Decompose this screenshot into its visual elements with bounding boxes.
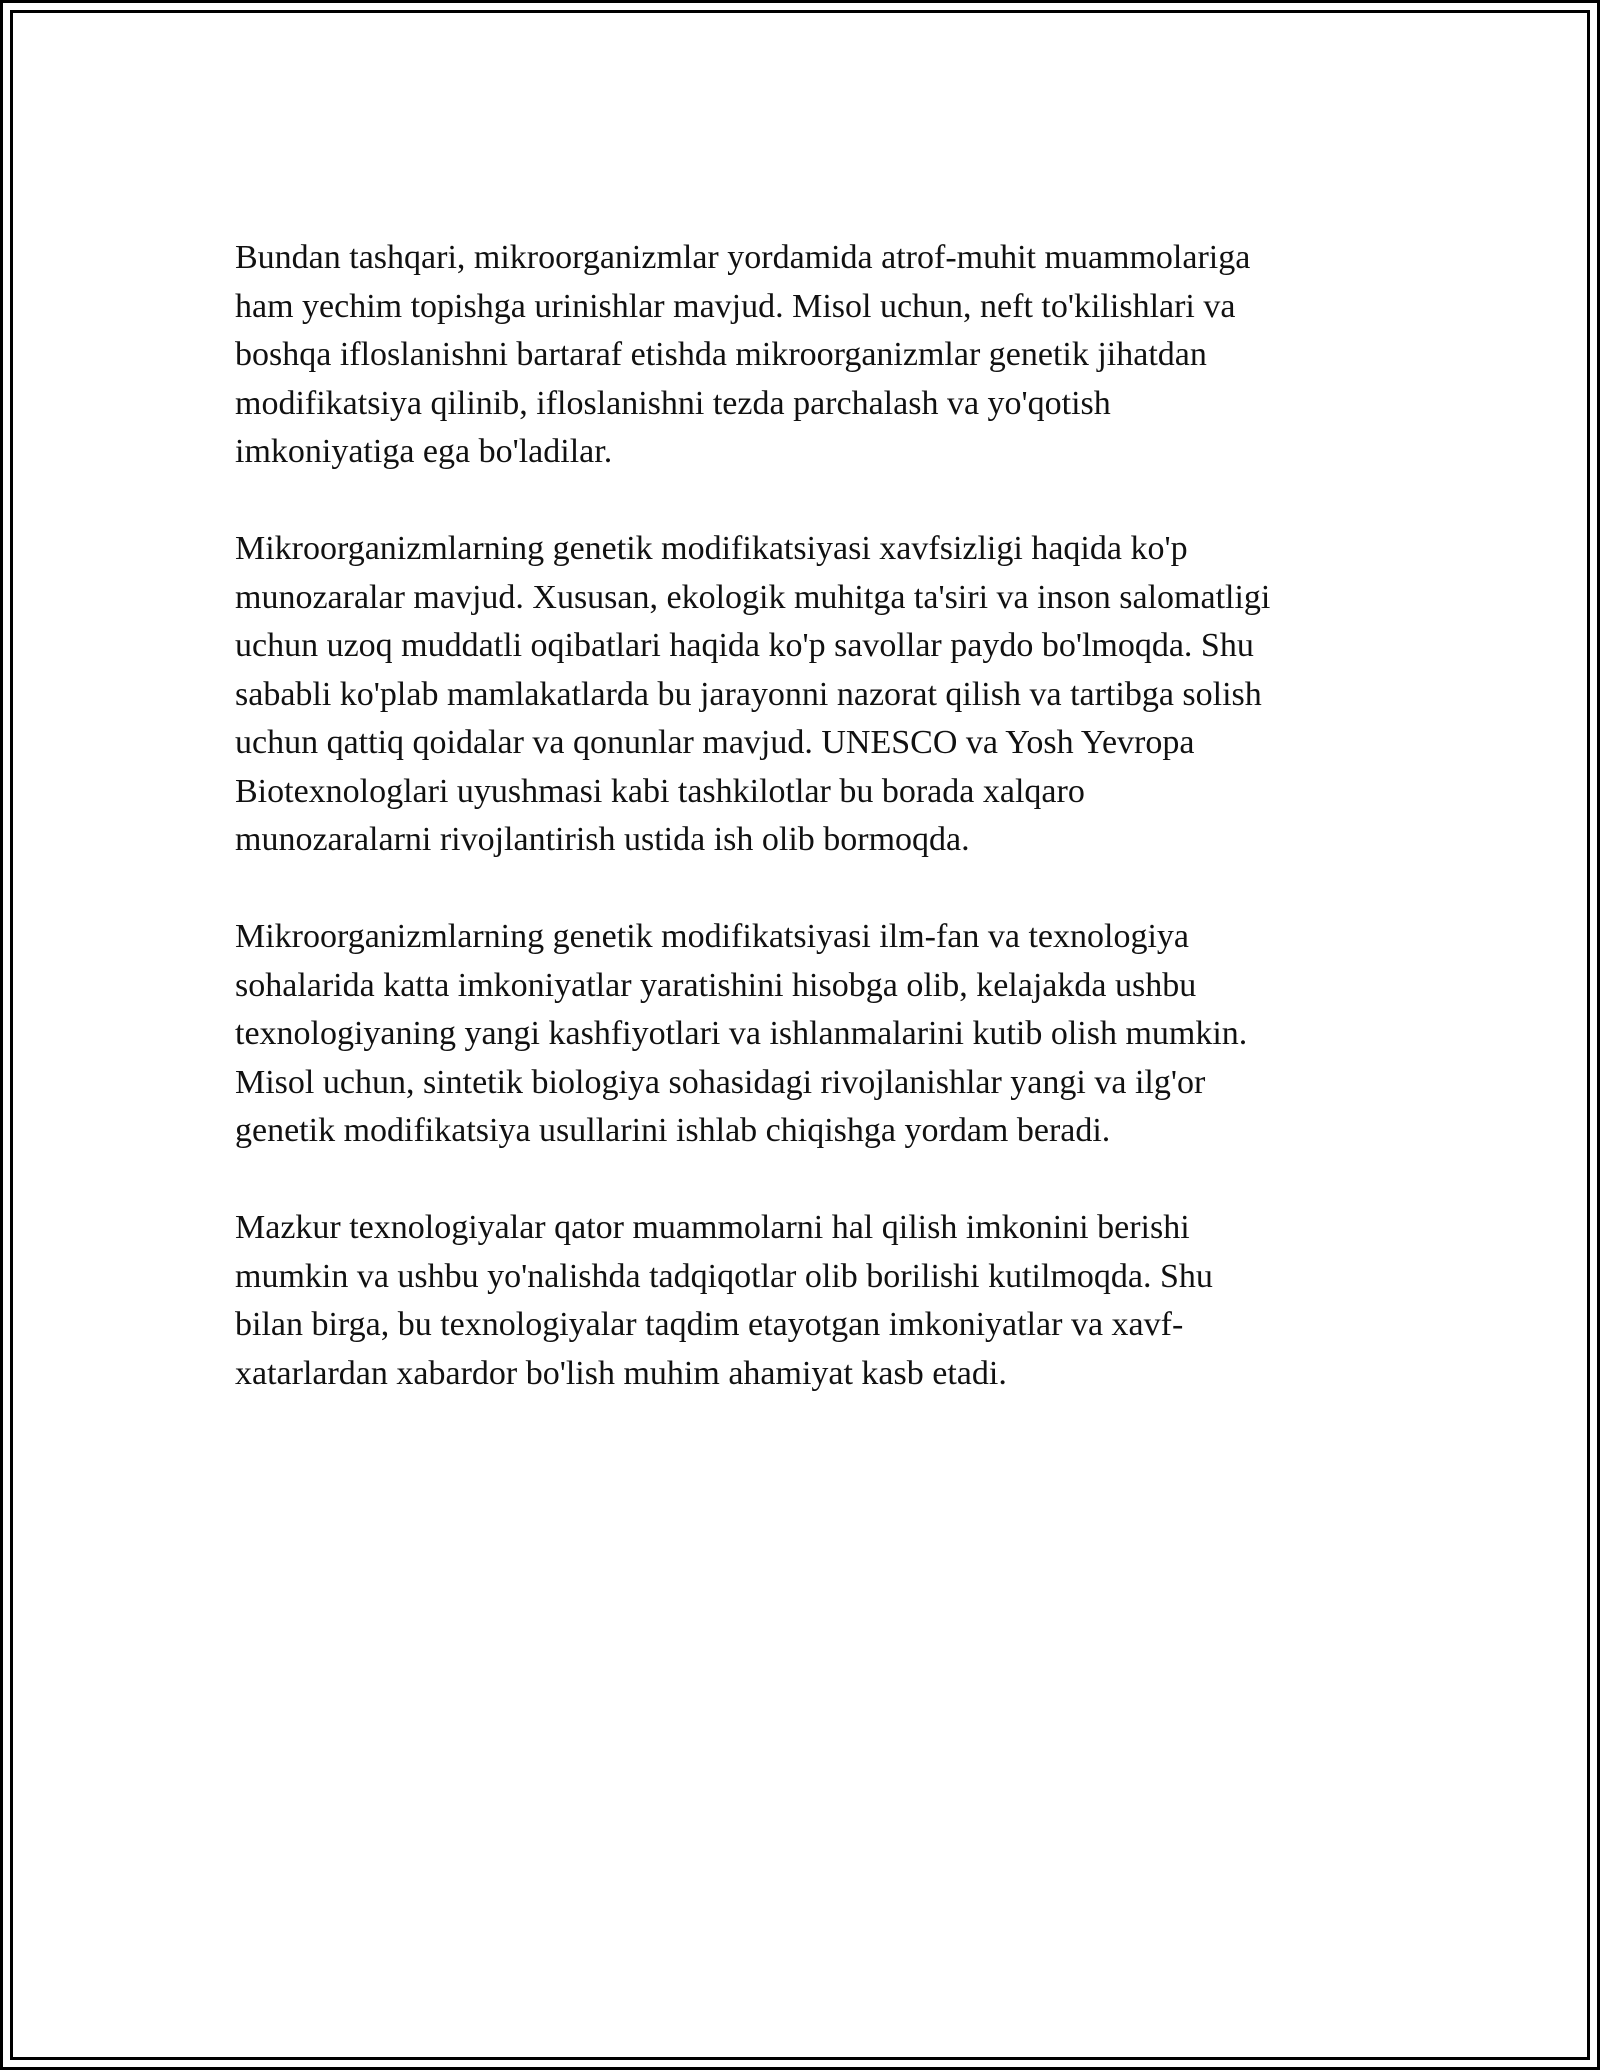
paragraph-1: Bundan tashqari, mikroorganizmlar yordamida atrof-muhit muammolariga ham yechim topishga urinishlar mavjud. Misol uchun, neft to'kilishlari va boshqa ifloslanishni bartaraf etishda mikroorganizmlar genetik jihatdan modifikatsiya qilinib, ifloslanishni tezda parchalash va yo'qotish imkoniyatiga ega bo'ladilar.	[235, 239, 1251, 470]
paragraph-4: Mazkur texnologiyalar qator muammolarni hal qilish imkonini berishi mumkin va ushbu yo'nalishda tadqiqotlar olib borilishi kutilmoqda. Shu bilan birga, bu texnologiyalar taqdim etayotgan imkoniyatlar va xavf- xatarlardan xabardor bo'lish muhim ahamiyat kasb etadi.	[235, 1209, 1213, 1392]
paragraph-3: Mikroorganizmlarning genetik modifikatsiyasi ilm-fan va texnologiya sohalarida katta imkoniyatlar yaratishini hisobga olib, kelajakda ushbu texnologiyaning yangi kashfiyotlari va ishlanmalarini kutib olish mumkin. Misol uchun, sintetik biologiya sohasidagi rivojlanishlar yangi va ilg'or genetik modifikatsiya usullarini ishlab chiqishga yordam beradi.	[235, 918, 1248, 1149]
document-body	[235, 234, 1370, 1447]
paragraph-2: Mikroorganizmlarning genetik modifikatsiyasi xavfsizligi haqida ko'p munozaralar mavjud. Xususan, ekologik muhitga ta'siri va inson salomatligi uchun uzoq muddatli oqibatlari haqida ko'p savollar paydo bo'lmoqda. Shu sababli ko'plab mamlakatlarda bu jarayonni nazorat qilish va tartibga solish uchun qattiq qoidalar va qonunlar mavjud. UNESCO va Yosh Yevropa Biotexnologlari uyushmasi kabi tashkilotlar bu borada xalqaro munozaralarni rivojlantirish ustida ish olib bormoqda.	[235, 530, 1271, 858]
